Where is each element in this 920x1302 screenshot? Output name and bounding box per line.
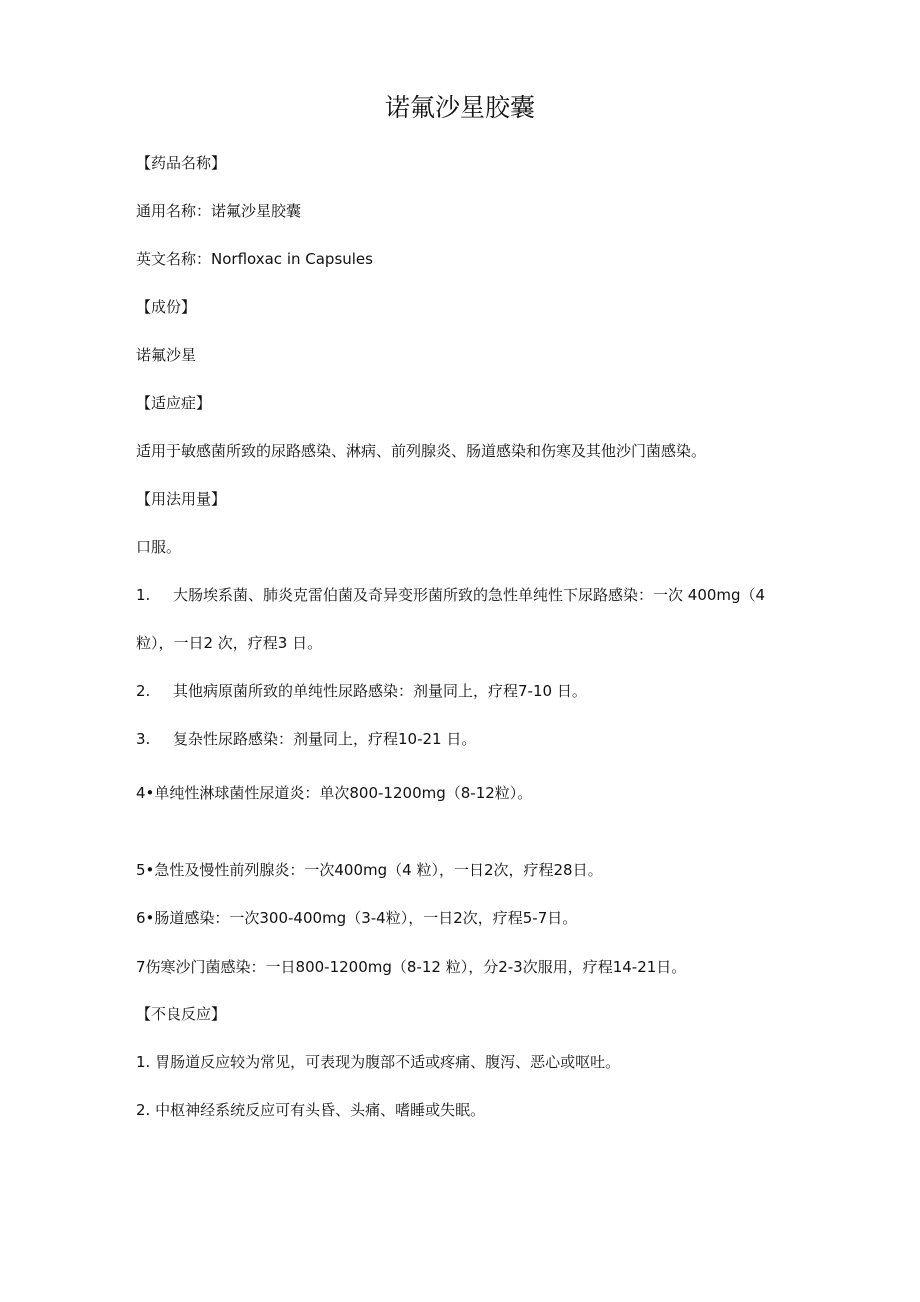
composition-text: 诺氟沙星 [136, 346, 197, 364]
generic-name: 通用名称：诺氟沙星胶囊 [136, 202, 302, 220]
dosage-item: 5•急性及慢性前列腺炎：一次400mg（4 粒），一日2次，疗程28日。 [136, 861, 603, 879]
dosage-item [136, 681, 587, 701]
dosage-item [136, 729, 476, 749]
dosage-item-continuation: 粒），一日2 次，疗程3 日。 [136, 634, 323, 652]
english-name: 英文名称：Norfloxac in Capsules [136, 250, 373, 268]
adverse-item: 2. 中枢神经系统反应可有头昏、头痛、嗜睡或失眠。 [136, 1101, 486, 1119]
dosage-item-text: 其他病原菌所致的单纯性尿路感染：剂量同上，疗程7-10 日。 [173, 682, 587, 700]
dosage-item-text: 大肠埃系菌、肺炎克雷伯菌及奇异变形菌所致的急性单纯性下尿路感染：一次 400mg（4 [173, 586, 766, 604]
dosage-intro: 口服。 [136, 538, 182, 556]
section-heading-dosage: 【用法用量】 [136, 490, 227, 508]
dosage-item-number: 3. [136, 730, 151, 748]
dosage-item: 4•单纯性淋球菌性尿道炎：单次800-1200mg（8-12粒）。 [136, 784, 533, 802]
dosage-item [136, 585, 765, 605]
dosage-item-text: 复杂性尿路感染：剂量同上，疗程10-21 日。 [173, 730, 477, 748]
section-heading-adverse-reactions: 【不良反应】 [136, 1005, 227, 1023]
adverse-item: 1. 胃肠道反应较为常见，可表现为腹部不适或疼痛、腹泻、恶心或呕吐。 [136, 1053, 621, 1071]
document-title: 诺氟沙星胶囊 [384, 93, 535, 122]
indications-text: 适用于敏感菌所致的尿路感染、淋病、前列腺炎、肠道感染和伤寒及其他沙门菌感染。 [136, 442, 707, 460]
section-heading-composition: 【成份】 [136, 298, 197, 316]
section-heading-drug-name: 【药品名称】 [136, 154, 227, 172]
dosage-item-number: 2. [136, 682, 151, 700]
dosage-item-number: 1. [136, 586, 151, 604]
dosage-item: 6•肠道感染：一次300-400mg（3-4粒），一日2次，疗程5-7日。 [136, 909, 578, 927]
dosage-item: 7伤寒沙门菌感染：一日800-1200mg（8-12 粒），分2-3次服用，疗程14-21日。 [136, 958, 687, 976]
section-heading-indications: 【适应症】 [136, 394, 212, 412]
